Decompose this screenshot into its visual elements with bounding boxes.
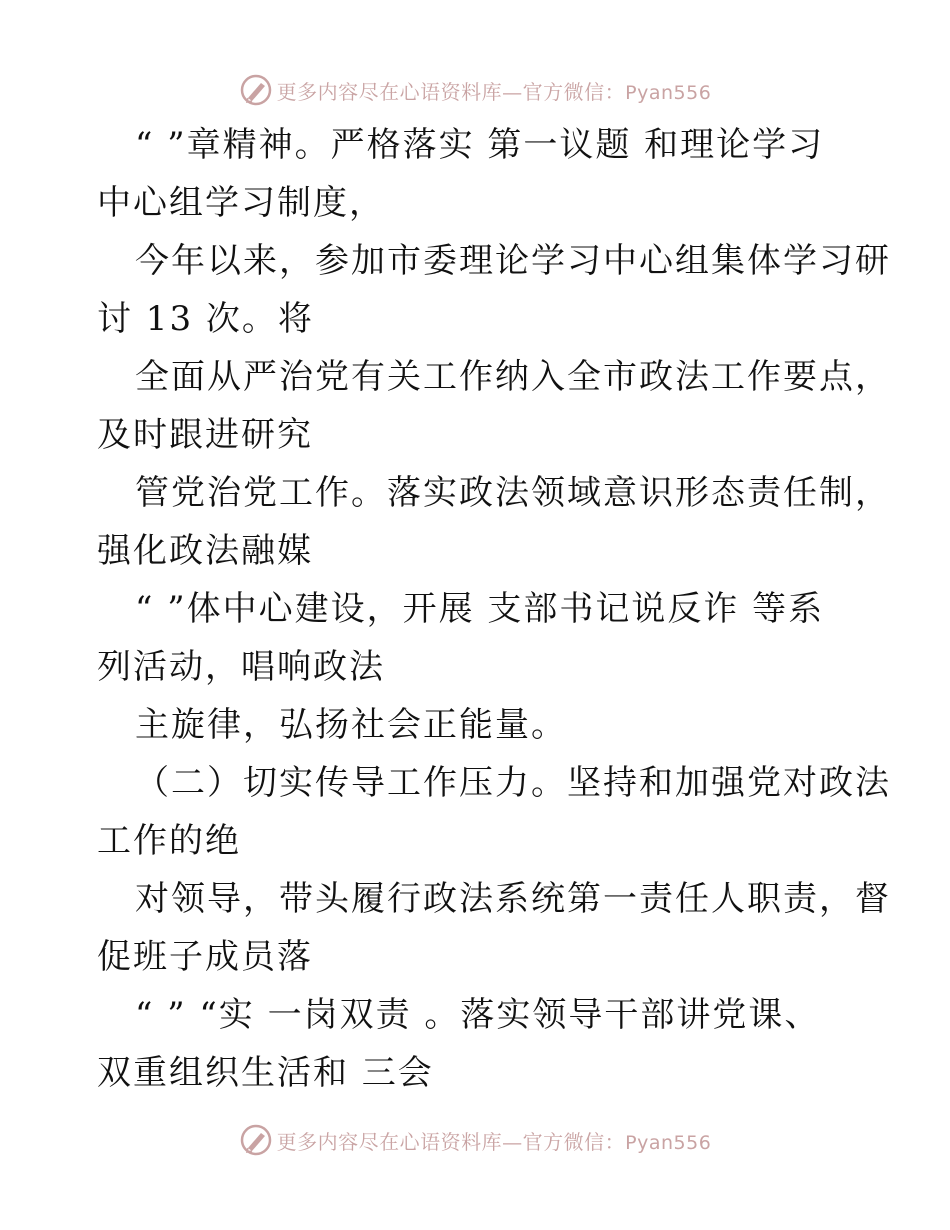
footer-watermark-cn: 更多内容尽在心语资料库—官方微信： [276,1129,626,1154]
pen-logo-icon [239,73,273,107]
body-line: “ ”章精神。严格落实 第一议题 和理论学习 [135,125,825,165]
body-line: “ ”体中心建设，开展 支部书记说反诈 等系 [135,589,825,629]
header-watermark-text [277,76,712,105]
body-line: 强化政法融媒 [97,531,313,571]
body-line: 主旋律，弘扬社会正能量。 [135,705,567,745]
body-line: 中心组学习制度， [97,183,385,223]
body-line: 对领导，带头履行政法系统第一责任人职责，督 [135,879,891,919]
body-line: 促班子成员落 [97,937,313,977]
body-line: 列活动，唱响政法 [97,647,385,687]
body-line: 双重组织生活和 三会 [97,1053,434,1093]
body-line: 及时跟进研究 [97,415,313,455]
body-line: 讨 13 次。将 [97,299,314,339]
body-line: 今年以来，参加市委理论学习中心组集体学习研 [135,241,891,281]
footer-watermark-text [277,1126,712,1155]
pen-logo-icon [239,1123,273,1157]
body-line: 全面从严治党有关工作纳入全市政法工作要点， [135,357,891,397]
header-watermark-id: Pyan556 [625,81,712,104]
footer-watermark-banner [0,1118,950,1162]
body-line: 工作的绝 [97,821,241,861]
body-line: 管党治党工作。落实政法领域意识形态责任制， [135,473,891,513]
body-line: “ ” “实 一岗双责 。落实领导干部讲党课、 [135,995,821,1035]
footer-watermark-id: Pyan556 [625,1131,712,1154]
document-body [97,116,891,1102]
header-watermark-banner [0,68,950,112]
header-watermark-cn: 更多内容尽在心语资料库—官方微信： [276,79,626,104]
body-line: （二）切实传导工作压力。坚持和加强党对政法 [135,763,891,803]
